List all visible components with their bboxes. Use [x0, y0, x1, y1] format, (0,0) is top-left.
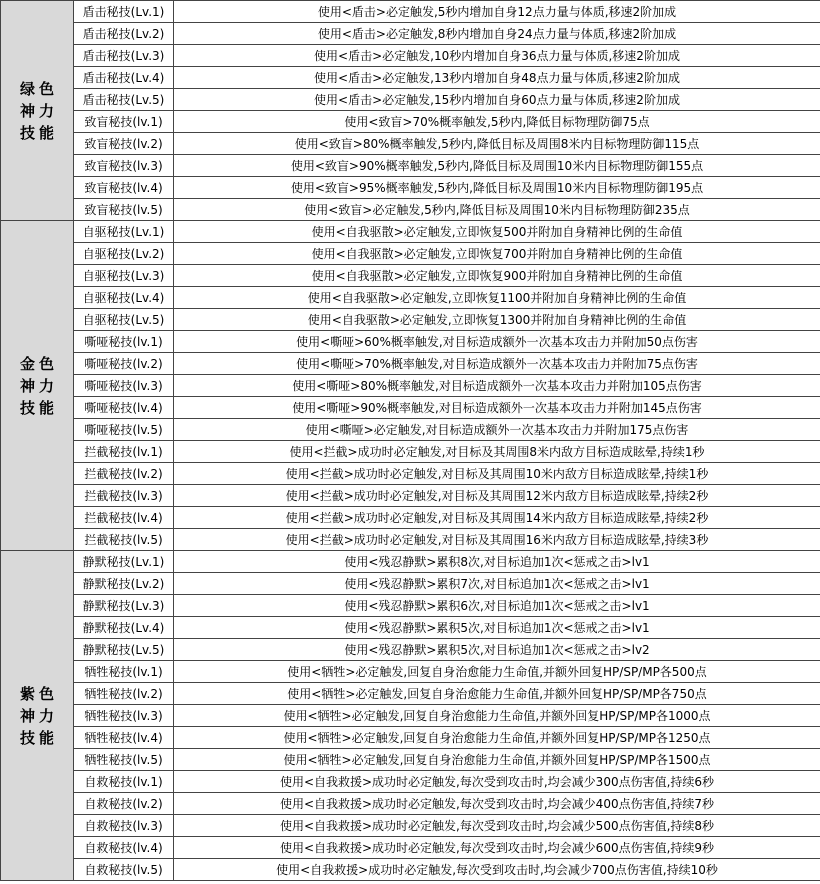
skill-description-cell: 使用<自我救援>成功时必定触发,每次受到攻击时,均会减少400点伤害值,持续7秒 [174, 793, 820, 815]
skill-name-cell: 自救秘技(lv.4) [74, 837, 174, 859]
category-label: 紫色神力技能 [19, 684, 58, 747]
table-row [1, 463, 820, 485]
skill-name-cell: 嘶哑秘技(lv.2) [74, 353, 174, 375]
skill-description-cell: 使用<致盲>必定触发,5秒内,降低目标及周围10米内目标物理防御235点 [174, 199, 820, 221]
skill-description-cell: 使用<嘶哑>80%概率触发,对目标造成额外一次基本攻击力并附加105点伤害 [174, 375, 820, 397]
table-row [1, 221, 820, 243]
table-row [1, 111, 820, 133]
table-row [1, 1, 820, 23]
skill-description-cell: 使用<致盲>80%概率触发,5秒内,降低目标及周围8米内目标物理防御115点 [174, 133, 820, 155]
skill-description-cell: 使用<拦截>成功时必定触发,对目标及其周围8米内敌方目标造成眩晕,持续1秒 [174, 441, 820, 463]
skill-description-cell: 使用<嘶哑>必定触发,对目标造成额外一次基本攻击力并附加175点伤害 [174, 419, 820, 441]
skill-name-cell: 牺牲秘技(lv.2) [74, 683, 174, 705]
skill-name-cell: 自救秘技(lv.3) [74, 815, 174, 837]
skill-name-cell: 自驱秘技(Lv.1) [74, 221, 174, 243]
skill-name-cell: 拦截秘技(lv.2) [74, 463, 174, 485]
table-row [1, 793, 820, 815]
table-row [1, 551, 820, 573]
table-row [1, 133, 820, 155]
table-row [1, 419, 820, 441]
skill-description-cell: 使用<拦截>成功时必定触发,对目标及其周围16米内敌方目标造成眩晕,持续3秒 [174, 529, 820, 551]
table-row [1, 617, 820, 639]
skill-name-cell: 静默秘技(Lv.3) [74, 595, 174, 617]
skill-name-cell: 拦截秘技(lv.4) [74, 507, 174, 529]
skill-name-cell: 静默秘技(Lv.1) [74, 551, 174, 573]
skill-name-cell: 嘶哑秘技(lv.1) [74, 331, 174, 353]
table-row [1, 309, 820, 331]
skill-name-cell: 致盲秘技(lv.5) [74, 199, 174, 221]
skill-description-cell: 使用<自我驱散>必定触发,立即恢复1300并附加自身精神比例的生命值 [174, 309, 820, 331]
category-label: 绿色神力技能 [19, 79, 58, 142]
skill-description-cell: 使用<残忍静默>累积8次,对目标追加1次<惩戒之击>lv1 [174, 551, 820, 573]
skill-name-cell: 拦截秘技(lv.5) [74, 529, 174, 551]
table-row [1, 375, 820, 397]
skill-name-cell: 盾击秘技(Lv.5) [74, 89, 174, 111]
skill-name-cell: 拦截秘技(lv.3) [74, 485, 174, 507]
skill-table-body [1, 1, 820, 881]
skill-name-cell: 致盲秘技(lv.1) [74, 111, 174, 133]
skill-description-cell: 使用<盾击>必定触发,10秒内增加自身36点力量与体质,移速2阶加成 [174, 45, 820, 67]
table-row [1, 529, 820, 551]
skill-description-cell: 使用<牺牲>必定触发,回复自身治愈能力生命值,并额外回复HP/SP/MP各500点 [174, 661, 820, 683]
skill-name-cell: 盾击秘技(Lv.3) [74, 45, 174, 67]
table-row [1, 89, 820, 111]
skill-name-cell: 自驱秘技(Lv.2) [74, 243, 174, 265]
table-row [1, 397, 820, 419]
skill-name-cell: 牺牲秘技(lv.5) [74, 749, 174, 771]
table-row [1, 243, 820, 265]
skill-name-cell: 致盲秘技(lv.3) [74, 155, 174, 177]
table-row [1, 331, 820, 353]
skill-description-cell: 使用<牺牲>必定触发,回复自身治愈能力生命值,并额外回复HP/SP/MP各750点 [174, 683, 820, 705]
skill-name-cell: 自救秘技(lv.1) [74, 771, 174, 793]
skill-name-cell: 盾击秘技(Lv.4) [74, 67, 174, 89]
skill-name-cell: 自救秘技(lv.2) [74, 793, 174, 815]
skill-description-cell: 使用<残忍静默>累积7次,对目标追加1次<惩戒之击>lv1 [174, 573, 820, 595]
table-row [1, 749, 820, 771]
table-row [1, 265, 820, 287]
skill-description-cell: 使用<牺牲>必定触发,回复自身治愈能力生命值,并额外回复HP/SP/MP各1250点 [174, 727, 820, 749]
skill-name-cell: 嘶哑秘技(lv.4) [74, 397, 174, 419]
skill-description-cell: 使用<嘶哑>70%概率触发,对目标造成额外一次基本攻击力并附加75点伤害 [174, 353, 820, 375]
skill-name-cell: 嘶哑秘技(lv.3) [74, 375, 174, 397]
category-label: 金色神力技能 [19, 354, 58, 417]
table-row [1, 859, 820, 881]
skill-description-cell: 使用<残忍静默>累积5次,对目标追加1次<惩戒之击>lv2 [174, 639, 820, 661]
table-row [1, 595, 820, 617]
skill-description-cell: 使用<嘶哑>90%概率触发,对目标造成额外一次基本攻击力并附加145点伤害 [174, 397, 820, 419]
table-row [1, 353, 820, 375]
skill-name-cell: 盾击秘技(Lv.2) [74, 23, 174, 45]
table-row [1, 837, 820, 859]
table-row [1, 815, 820, 837]
skill-name-cell: 致盲秘技(lv.2) [74, 133, 174, 155]
skill-name-cell: 嘶哑秘技(lv.5) [74, 419, 174, 441]
table-row [1, 771, 820, 793]
table-row [1, 177, 820, 199]
category-cell [1, 551, 74, 881]
skill-name-cell: 自救秘技(lv.5) [74, 859, 174, 881]
skill-description-cell: 使用<牺牲>必定触发,回复自身治愈能力生命值,并额外回复HP/SP/MP各1000点 [174, 705, 820, 727]
skill-description-cell: 使用<自我救援>成功时必定触发,每次受到攻击时,均会减少600点伤害值,持续9秒 [174, 837, 820, 859]
table-row [1, 67, 820, 89]
table-row [1, 155, 820, 177]
table-row [1, 45, 820, 67]
skill-description-cell: 使用<致盲>95%概率触发,5秒内,降低目标及周围10米内目标物理防御195点 [174, 177, 820, 199]
table-row [1, 705, 820, 727]
skill-name-cell: 牺牲秘技(lv.4) [74, 727, 174, 749]
skill-description-cell: 使用<自我驱散>必定触发,立即恢复1100并附加自身精神比例的生命值 [174, 287, 820, 309]
skill-description-cell: 使用<自我驱散>必定触发,立即恢复700并附加自身精神比例的生命值 [174, 243, 820, 265]
table-row [1, 639, 820, 661]
skill-name-cell: 自驱秘技(Lv.3) [74, 265, 174, 287]
skill-name-cell: 牺牲秘技(lv.1) [74, 661, 174, 683]
table-row [1, 661, 820, 683]
table-row [1, 199, 820, 221]
table-row [1, 683, 820, 705]
skill-description-cell: 使用<盾击>必定触发,8秒内增加自身24点力量与体质,移速2阶加成 [174, 23, 820, 45]
skill-description-cell: 使用<自我救援>成功时必定触发,每次受到攻击时,均会减少300点伤害值,持续6秒 [174, 771, 820, 793]
skill-name-cell: 自驱秘技(Lv.5) [74, 309, 174, 331]
skill-description-cell: 使用<拦截>成功时必定触发,对目标及其周围14米内敌方目标造成眩晕,持续2秒 [174, 507, 820, 529]
skill-description-cell: 使用<盾击>必定触发,15秒内增加自身60点力量与体质,移速2阶加成 [174, 89, 820, 111]
skill-name-cell: 静默秘技(Lv.4) [74, 617, 174, 639]
skill-description-cell: 使用<自我救援>成功时必定触发,每次受到攻击时,均会减少500点伤害值,持续8秒 [174, 815, 820, 837]
skill-name-cell: 静默秘技(Lv.2) [74, 573, 174, 595]
skill-description-cell: 使用<牺牲>必定触发,回复自身治愈能力生命值,并额外回复HP/SP/MP各1500点 [174, 749, 820, 771]
skill-description-cell: 使用<拦截>成功时必定触发,对目标及其周围12米内敌方目标造成眩晕,持续2秒 [174, 485, 820, 507]
table-row [1, 507, 820, 529]
table-row [1, 485, 820, 507]
skill-description-cell: 使用<自我驱散>必定触发,立即恢复500并附加自身精神比例的生命值 [174, 221, 820, 243]
category-cell [1, 1, 74, 221]
skill-name-cell: 致盲秘技(lv.4) [74, 177, 174, 199]
skill-description-cell: 使用<盾击>必定触发,5秒内增加自身12点力量与体质,移速2阶加成 [174, 1, 820, 23]
skill-description-cell: 使用<自我救援>成功时必定触发,每次受到攻击时,均会减少700点伤害值,持续10秒 [174, 859, 820, 881]
table-row [1, 441, 820, 463]
skill-description-cell: 使用<致盲>90%概率触发,5秒内,降低目标及周围10米内目标物理防御155点 [174, 155, 820, 177]
skill-name-cell: 静默秘技(Lv.5) [74, 639, 174, 661]
skill-description-cell: 使用<残忍静默>累积5次,对目标追加1次<惩戒之击>lv1 [174, 617, 820, 639]
skill-description-cell: 使用<拦截>成功时必定触发,对目标及其周围10米内敌方目标造成眩晕,持续1秒 [174, 463, 820, 485]
skill-name-cell: 牺牲秘技(lv.3) [74, 705, 174, 727]
table-row [1, 287, 820, 309]
skill-name-cell: 自驱秘技(Lv.4) [74, 287, 174, 309]
skill-name-cell: 拦截秘技(lv.1) [74, 441, 174, 463]
table-row [1, 573, 820, 595]
skill-description-cell: 使用<致盲>70%概率触发,5秒内,降低目标物理防御75点 [174, 111, 820, 133]
table-row [1, 23, 820, 45]
skill-description-cell: 使用<残忍静默>累积6次,对目标追加1次<惩戒之击>lv1 [174, 595, 820, 617]
table-row [1, 727, 820, 749]
skill-description-cell: 使用<嘶哑>60%概率触发,对目标造成额外一次基本攻击力并附加50点伤害 [174, 331, 820, 353]
skill-description-cell: 使用<自我驱散>必定触发,立即恢复900并附加自身精神比例的生命值 [174, 265, 820, 287]
skill-name-cell: 盾击秘技(Lv.1) [74, 1, 174, 23]
skill-description-cell: 使用<盾击>必定触发,13秒内增加自身48点力量与体质,移速2阶加成 [174, 67, 820, 89]
category-cell [1, 221, 74, 551]
